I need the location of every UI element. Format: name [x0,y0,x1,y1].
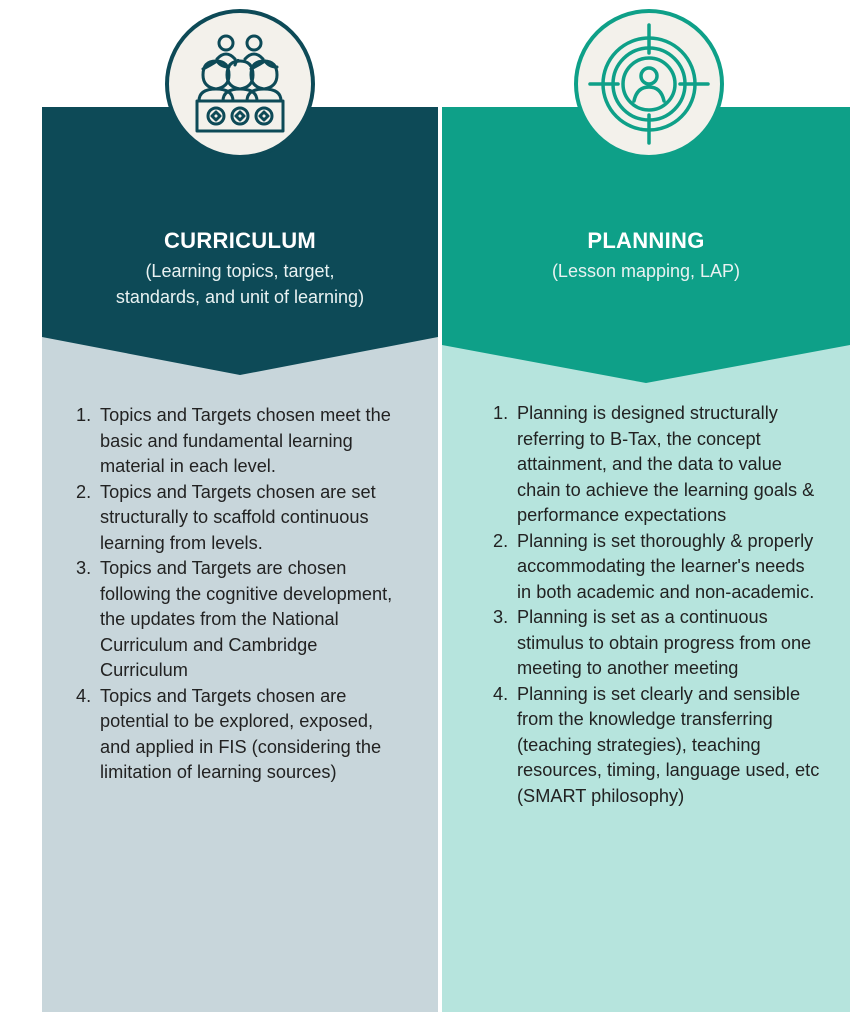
curriculum-title: CURRICULUM [163,228,317,253]
list-item-number: 2. [76,481,92,502]
list-item-text: Topics and Targets chosen are set structurally to scaffold continuous learning from levels. [100,481,376,553]
list-item-text: Topics and Targets are chosen following the cognitive development, the updates from the National Curriculum and Cambridge Curriculum [100,558,393,680]
list-item-number: 4. [76,685,92,706]
list-item [493,401,823,529]
curriculum-subtitle: (Learning topics, target, standards, and unit of learning) [115,261,365,307]
list-item-number: 1. [493,403,509,423]
list-item-text: Planning is designed structurally referring to B-Tax, the concept attainment, and the data to value chain to achieve the learning goals & performance expectations [517,403,815,525]
curriculum-icon-badge [165,9,315,159]
students-at-desk-icon [169,13,311,155]
list-item [76,556,406,684]
list-item-text: Topics and Targets chosen are potential to be explored, exposed, and applied in FIS (considering the limitation of learning sources) [100,685,382,782]
list-item [493,529,823,606]
planning-criteria-list [493,401,823,809]
planning-title: PLANNING [587,228,705,253]
list-item-text: Planning is set as a continuous stimulus to obtain progress from one meeting to another meeting [517,607,812,678]
list-item-number: 1. [76,405,92,425]
list-item [76,480,406,557]
list-item-text: Planning is set clearly and sensible from the knowledge transferring (teaching strategies), teaching resources, timing, language used, etc (SMART philosophy) [517,683,820,806]
list-item-number: 3. [493,607,509,627]
target-person-icon [578,13,720,155]
list-item-number: 2. [493,530,509,551]
curriculum-column [42,107,438,1012]
planning-subtitle: (Lesson mapping, LAP) [551,261,741,281]
list-item [76,684,406,786]
list-item [76,403,406,480]
list-item-number: 3. [76,558,92,578]
list-item-text: Planning is set thoroughly & properly accommodating the learner's needs in both academic and non-academic. [517,530,815,602]
list-item [493,682,823,810]
list-item [493,605,823,682]
curriculum-criteria-list [76,403,406,786]
planning-column [442,107,850,1012]
list-item-number: 4. [493,683,509,704]
planning-icon-badge [574,9,724,159]
list-item-text: Topics and Targets chosen meet the basic and fundamental learning material in each level. [100,405,391,476]
